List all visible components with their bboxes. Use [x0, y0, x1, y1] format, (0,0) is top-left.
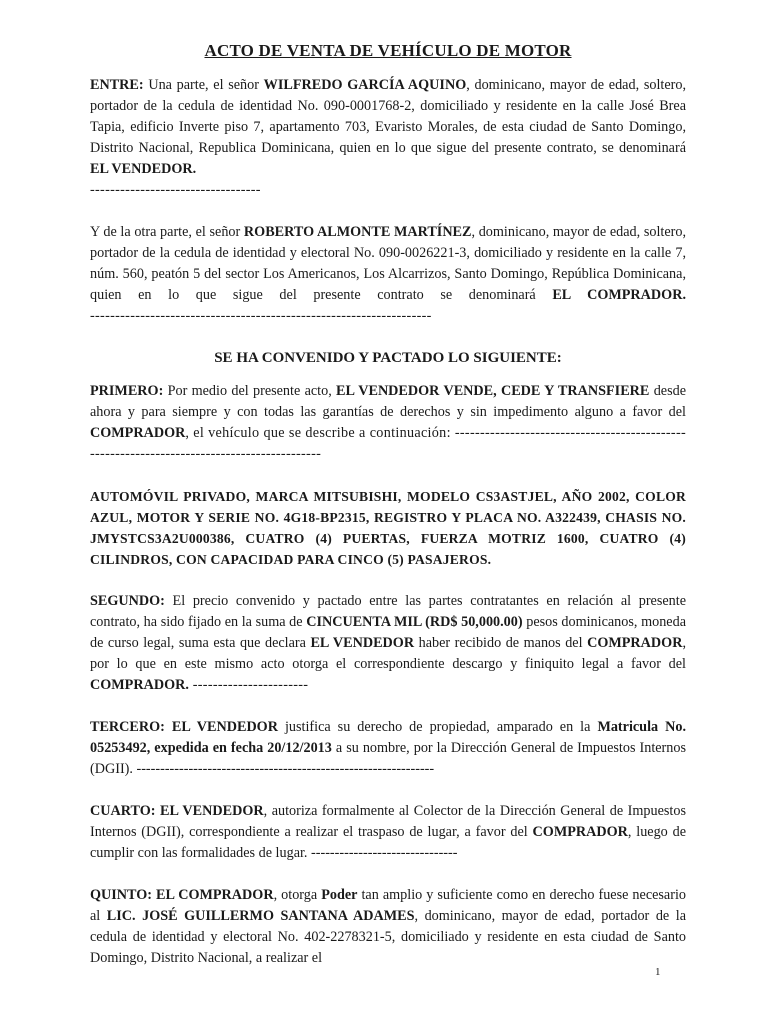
- entre-label: ENTRE:: [90, 77, 144, 93]
- clause-segundo: SEGUNDO: El precio convenido y pactado entre las partes contratantes en relación al presente contrato, ha sido fijado en la suma de CINCUENTA MIL (RD$ 50,000.00) pesos dominicanos, moneda de curso legal, suma esta que declara EL VENDEDOR haber recibido de manos del COMPRADOR, por lo que en este mismo acto otorga el correspondiente descargo y finiquito legal a favor del COMPRADOR. -----------------------: [90, 593, 686, 693]
- sale-amount: CINCUENTA MIL (RD$ 50,000.00): [306, 614, 523, 630]
- clause-cuarto: CUARTO: EL VENDEDOR, autoriza formalmente al Colector de la Dirección General de Impuestos Internos (DGII), correspondiente a realizar el traspaso de lugar, a favor del COMPRADOR, luego de cumplir con las formalidades de lugar. -------------------------------: [90, 803, 686, 861]
- separator-line: --------------------------------------------------------------------: [90, 308, 432, 324]
- document-page: [90, 40, 686, 990]
- clause-label: SEGUNDO:: [90, 593, 165, 609]
- buyer-name: ROBERTO ALMONTE MARTÍNEZ: [243, 224, 472, 240]
- attorney-name: LIC. JOSÉ GUILLERMO SANTANA ADAMES: [106, 908, 415, 924]
- vehicle-description: AUTOMÓVIL PRIVADO, MARCA MITSUBISHI, MODELO CS3ASTJEL, AÑO 2002, COLOR AZUL, MOTOR Y SERIE NO. 4G18-BP2315, REGISTRO Y PLACA NO. A322439, CHASIS NO. JMYSTCS3A2U000386, CUATRO (4) PUERTAS, FUERZA MOTRIZ 1600, CUATRO (4) CILINDROS, CON CAPACIDAD PARA CINCO (5) PASAJEROS.: [90, 489, 686, 567]
- seller-name: WILFREDO GARCÍA AQUINO: [263, 77, 467, 93]
- seller-role: EL VENDEDOR.: [90, 161, 197, 177]
- document-title: ACTO DE VENTA DE VEHÍCULO DE MOTOR: [204, 41, 572, 60]
- clause-tercero: TERCERO: EL VENDEDOR justifica su derecho de propiedad, amparado en la Matricula No. 05253492, expedida en fecha 20/12/2013 a su nombre, por la Dirección General de Impuestos Internos (DGII). ---------------------------------------------------------------: [90, 719, 686, 777]
- registration-reference: Matricula No. 05253492, expedida en fecha 20/12/2013: [90, 719, 686, 756]
- clause-label: PRIMERO:: [90, 383, 164, 399]
- seller-paragraph: ENTRE: Una parte, el señor WILFREDO GARCÍA AQUINO, dominicano, mayor de edad, soltero, portador de la cedula de identidad No. 090-0001768-2, domiciliado y residente en la calle José Brea Tapia, edificio Inverte piso 7, apartamento 703, Evaristo Morales, de esta ciudad de Santo Domingo, Distrito Nacional, Republica Dominicana, quien en lo que sigue del presente contrato, se denominará EL VENDEDOR.: [90, 77, 686, 177]
- buyer-paragraph: Y de la otra parte, el señor ROBERTO ALMONTE MARTÍNEZ, dominicano, mayor de edad, soltero, portador de la cedula de identidad y electoral No. 090-0026221-3, domiciliado y residente en la calle 7, núm. 560, peatón 5 del sector Los Americanos, Los Alcarrizos, Santo Domingo, República Dominicana, quien en lo que sigue del presente contrato se denominará EL COMPRADOR.: [90, 224, 687, 303]
- clause-quinto: QUINTO: EL COMPRADOR, otorga Poder tan amplio y suficiente como en derecho fuese necesario al LIC. JOSÉ GUILLERMO SANTANA ADAMES, dominicano, mayor de edad, portador de la cedula de identidad y electoral No. 402-2278321-5, domiciliado y residente en esta ciudad de Santo Domingo, Distrito Nacional, a realizar el: [90, 887, 686, 966]
- page-number: 1: [655, 966, 661, 978]
- clause-label: QUINTO: EL COMPRADOR: [90, 887, 274, 903]
- clause-label: CUARTO: EL VENDEDOR: [90, 803, 264, 819]
- separator-line: ----------------------------------: [90, 182, 261, 198]
- agreement-heading: SE HA CONVENIDO Y PACTADO LO SIGUIENTE:: [214, 350, 562, 366]
- clause-label: TERCERO: EL VENDEDOR: [90, 719, 278, 735]
- buyer-role: EL COMPRADOR.: [552, 287, 686, 303]
- clause-primero: PRIMERO: Por medio del presente acto, EL VENDEDOR VENDE, CEDE Y TRANSFIERE desde ahora y para siempre y con todas las garantías de derechos y sin impedimento alguno a favor del COMPRADOR, el vehículo que se describe a continuación: --------------------------------------------------------------------------------------------: [90, 383, 686, 462]
